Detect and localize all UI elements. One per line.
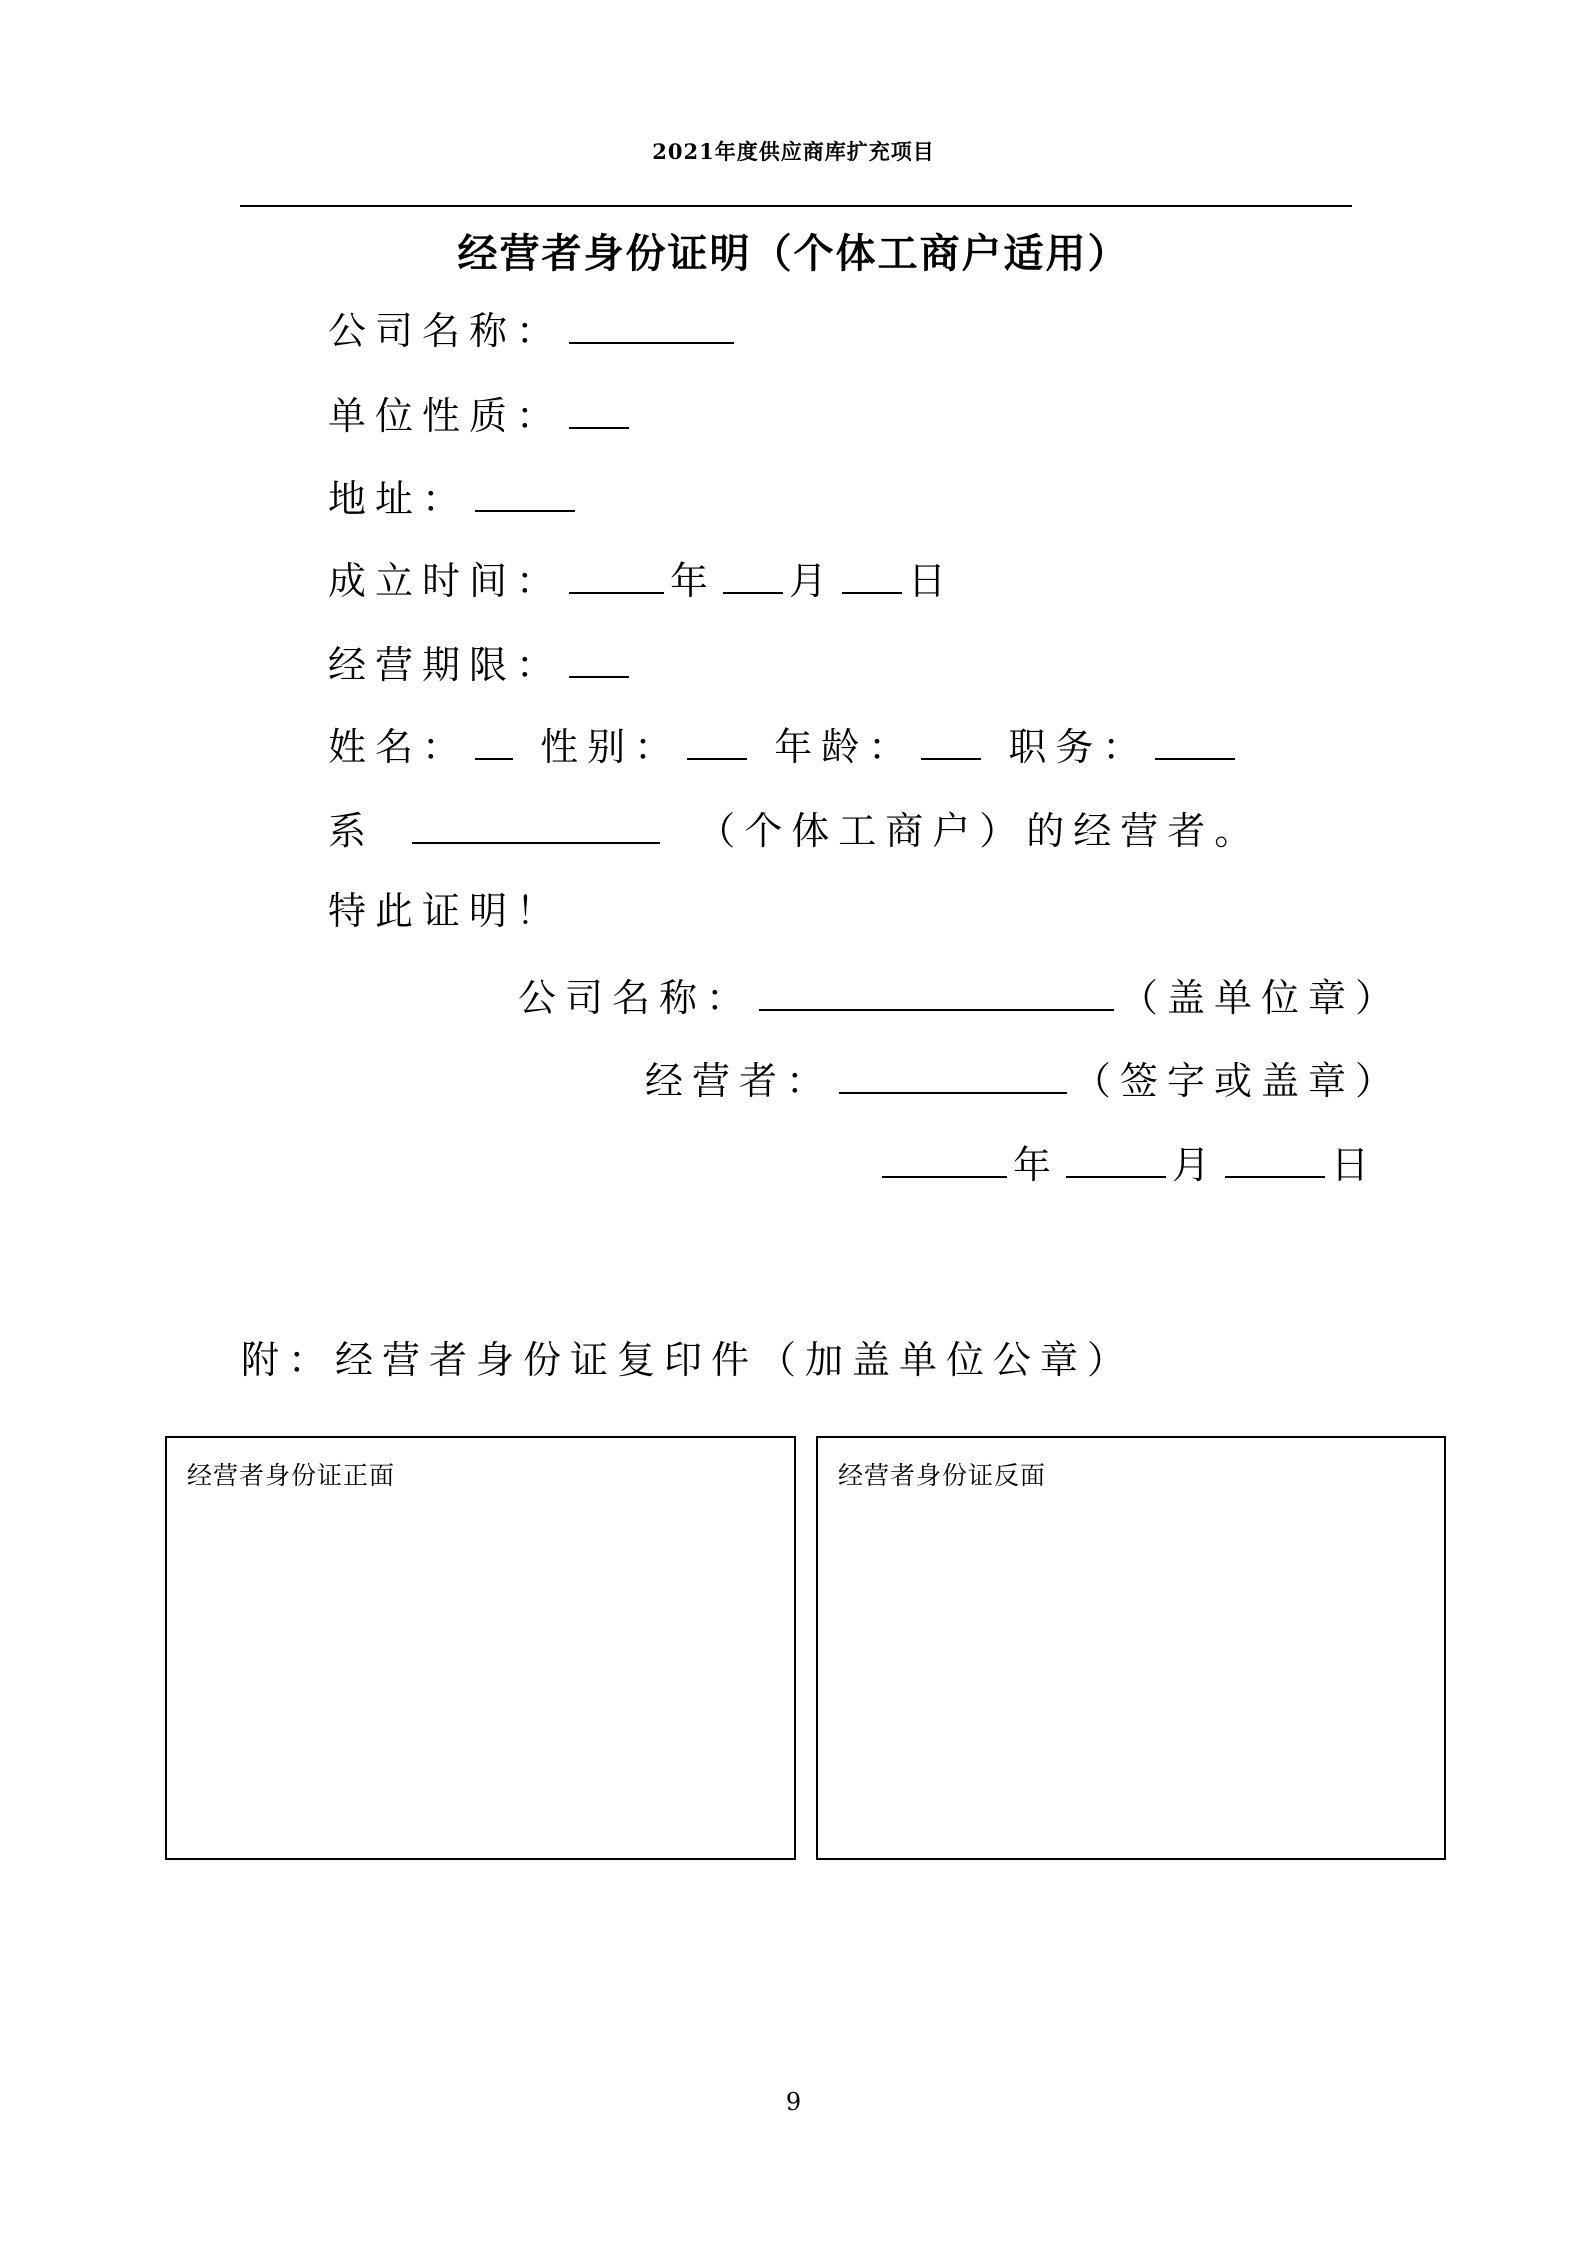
id-front-box <box>165 1436 796 1860</box>
unit-nature-label: 单位性质： <box>328 394 564 438</box>
address-blank[interactable] <box>475 476 575 512</box>
id-front-label: 经营者身份证正面 <box>187 1461 396 1490</box>
signature-operator-label: 经营者： <box>645 1059 834 1103</box>
position-label: 职务： <box>1008 725 1150 769</box>
founded-day-blank[interactable] <box>842 558 902 594</box>
signature-day-label: 日 <box>1331 1143 1379 1187</box>
statement-prefix: 系 <box>328 809 376 853</box>
page-header: 2021年度供应商库扩充项目 <box>652 139 935 164</box>
signature-year-label: 年 <box>1013 1143 1061 1187</box>
gender-label: 性别： <box>540 725 682 769</box>
certify-row <box>328 891 563 933</box>
signature-company-label: 公司名称： <box>518 976 754 1020</box>
signature-month-label: 月 <box>1172 1143 1220 1187</box>
company-name-label: 公司名称： <box>328 309 564 353</box>
founded-month-label: 月 <box>789 559 837 603</box>
business-term-blank[interactable] <box>569 642 629 678</box>
age-blank[interactable] <box>921 724 981 760</box>
signature-month-blank[interactable] <box>1066 1142 1166 1178</box>
signature-year-blank[interactable] <box>882 1142 1007 1178</box>
statement-suffix: （个体工商户）的经营者。 <box>697 809 1262 853</box>
statement-row <box>328 808 1261 853</box>
signature-company-blank[interactable] <box>759 975 1114 1011</box>
founded-year-blank[interactable] <box>569 558 664 594</box>
certify-text: 特此证明！ <box>328 889 564 933</box>
address-label: 地址： <box>328 477 470 521</box>
signature-company-row <box>518 975 1402 1020</box>
id-back-label: 经营者身份证反面 <box>838 1461 1047 1490</box>
signature-operator-row <box>645 1058 1402 1103</box>
business-name-blank[interactable] <box>412 808 660 844</box>
business-term-label: 经营期限： <box>328 643 564 687</box>
business-term-row <box>328 642 635 687</box>
founded-month-blank[interactable] <box>723 558 783 594</box>
signature-operator-blank[interactable] <box>839 1058 1067 1094</box>
unit-nature-blank[interactable] <box>569 393 629 429</box>
company-name-row <box>328 308 740 353</box>
founded-time-label: 成立时间： <box>328 559 564 603</box>
personal-info-row <box>328 724 1241 769</box>
unit-nature-row <box>328 393 635 438</box>
gender-blank[interactable] <box>687 724 747 760</box>
signature-day-blank[interactable] <box>1225 1142 1325 1178</box>
name-label: 姓名： <box>328 725 470 769</box>
name-blank[interactable] <box>475 724 513 760</box>
document-title: 经营者身份证明（个体工商户适用） <box>457 231 1130 277</box>
company-name-blank[interactable] <box>569 308 734 344</box>
founded-year-label: 年 <box>670 559 718 603</box>
operator-seal-note: （签字或盖章） <box>1073 1059 1403 1103</box>
header-rule <box>240 205 1352 207</box>
position-blank[interactable] <box>1155 724 1235 760</box>
page-number: 9 <box>785 2088 802 2116</box>
founded-day-label: 日 <box>908 559 956 603</box>
address-row <box>328 476 581 521</box>
company-seal-note: （盖单位章） <box>1120 976 1403 1020</box>
attachment-note: 附：经营者身份证复印件（加盖单位公章） <box>241 1338 1135 1382</box>
age-label: 年龄： <box>774 725 916 769</box>
signature-date-row <box>876 1142 1378 1187</box>
founded-time-row <box>328 558 955 603</box>
id-back-box <box>816 1436 1446 1860</box>
